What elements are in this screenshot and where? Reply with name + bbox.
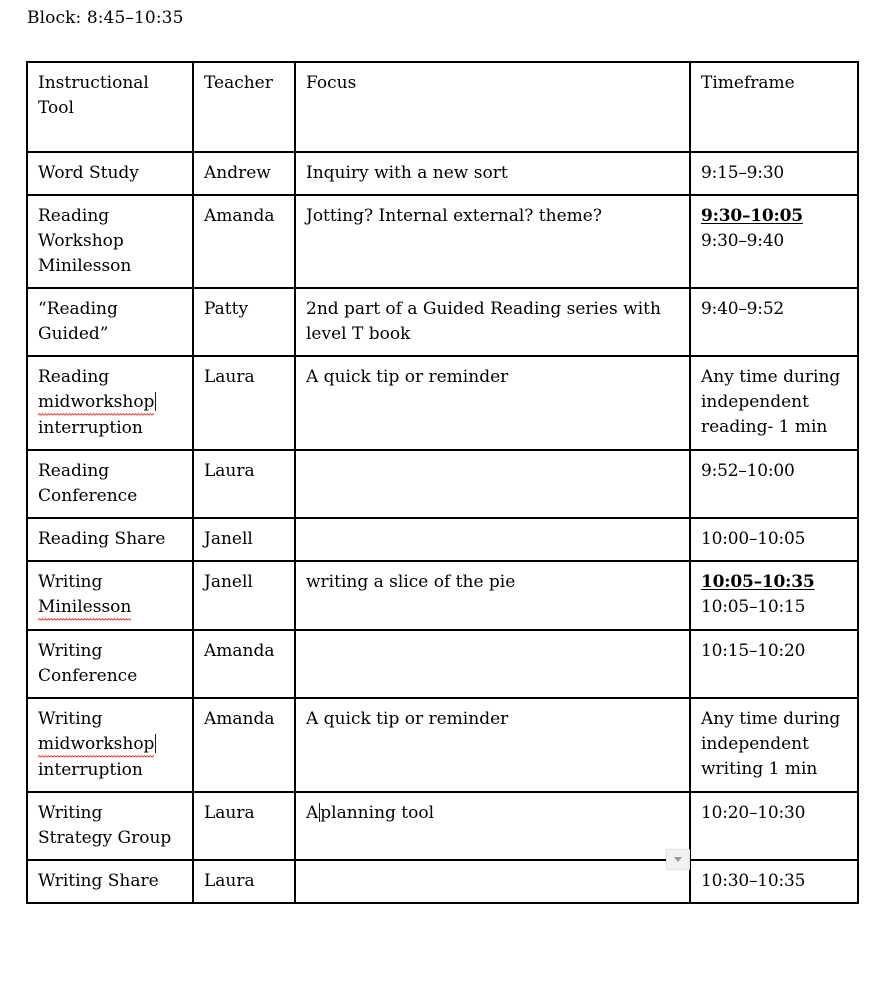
focus-label: 2nd part of a Guided Reading series with level T book bbox=[306, 299, 661, 344]
teacher-label: Patty bbox=[204, 299, 249, 319]
cell-teacher[interactable] bbox=[193, 288, 295, 356]
timeframe-value: Any time during independent reading- 1 min bbox=[701, 367, 841, 437]
cell-timeframe[interactable] bbox=[690, 152, 858, 195]
cell-timeframe[interactable] bbox=[690, 860, 858, 903]
table-row bbox=[27, 561, 858, 630]
table-row bbox=[27, 698, 858, 792]
tool-line: Writing bbox=[38, 572, 103, 592]
cell-timeframe[interactable] bbox=[690, 356, 858, 450]
spellcheck-underline: midworkshop bbox=[38, 732, 154, 758]
teacher-label: Amanda bbox=[204, 641, 275, 661]
table-row bbox=[27, 630, 858, 698]
teacher-label: Laura bbox=[204, 803, 255, 823]
teacher-label: Amanda bbox=[204, 206, 275, 226]
cell-focus[interactable] bbox=[295, 450, 690, 518]
tool-line: Minilesson bbox=[38, 256, 132, 276]
cell-instructional-tool[interactable] bbox=[27, 860, 193, 903]
tool-line: Reading bbox=[38, 461, 110, 481]
chevron-down-icon bbox=[674, 857, 682, 862]
cell-instructional-tool[interactable] bbox=[27, 356, 193, 450]
table-row bbox=[27, 792, 858, 860]
cell-timeframe[interactable] bbox=[690, 195, 858, 288]
teacher-label: Janell bbox=[204, 572, 253, 592]
tool-line: Conference bbox=[38, 666, 138, 686]
focus-label: A quick tip or reminder bbox=[306, 709, 509, 729]
tool-label: Word Study bbox=[38, 163, 139, 183]
teacher-label: Laura bbox=[204, 461, 255, 481]
cell-teacher[interactable] bbox=[193, 450, 295, 518]
tool-line: Conference bbox=[38, 486, 138, 506]
cell-focus[interactable] bbox=[295, 792, 690, 860]
focus-label: A quick tip or reminder bbox=[306, 367, 509, 387]
cell-focus[interactable] bbox=[295, 152, 690, 195]
tool-line: Writing bbox=[38, 803, 103, 823]
focus-label: Inquiry with a new sort bbox=[306, 163, 508, 183]
cell-instructional-tool[interactable] bbox=[27, 792, 193, 860]
tool-label: Reading Share bbox=[38, 529, 166, 549]
tool-line: Writing bbox=[38, 641, 103, 661]
tool-line: Reading bbox=[38, 367, 110, 387]
timeframe-value: 10:00–10:05 bbox=[701, 529, 806, 549]
cell-timeframe[interactable] bbox=[690, 630, 858, 698]
cell-teacher[interactable] bbox=[193, 698, 295, 792]
cell-instructional-tool[interactable] bbox=[27, 698, 193, 792]
cell-focus[interactable] bbox=[295, 860, 690, 903]
tool-line: interruption bbox=[38, 760, 143, 780]
cell-instructional-tool[interactable] bbox=[27, 518, 193, 561]
tool-line-misspelled bbox=[38, 595, 183, 621]
teacher-label: Laura bbox=[204, 871, 255, 891]
cell-teacher[interactable] bbox=[193, 561, 295, 630]
teacher-label: Amanda bbox=[204, 709, 275, 729]
timeframe-value: 10:30–10:35 bbox=[701, 871, 806, 891]
timeframe-value: Any time during independent writing 1 min bbox=[701, 709, 841, 779]
cell-teacher[interactable] bbox=[193, 792, 295, 860]
timeframe-value: 9:15–9:30 bbox=[701, 163, 785, 183]
cell-timeframe[interactable] bbox=[690, 792, 858, 860]
column-header-focus: Focus bbox=[295, 62, 690, 152]
cell-teacher[interactable] bbox=[193, 356, 295, 450]
table-header-row bbox=[27, 62, 858, 152]
timeframe-value: 10:15–10:20 bbox=[701, 641, 806, 661]
teacher-label: Andrew bbox=[204, 163, 271, 183]
cell-timeframe[interactable] bbox=[690, 561, 858, 630]
cell-instructional-tool[interactable] bbox=[27, 152, 193, 195]
cell-focus[interactable] bbox=[295, 195, 690, 288]
cell-teacher[interactable] bbox=[193, 195, 295, 288]
timeframe-value: 9:40–9:52 bbox=[701, 299, 785, 319]
focus-label-before-cursor: A bbox=[306, 803, 319, 823]
schedule-table bbox=[26, 61, 859, 904]
tool-line: Strategy Group bbox=[38, 828, 172, 848]
cell-focus[interactable] bbox=[295, 518, 690, 561]
cell-instructional-tool[interactable] bbox=[27, 195, 193, 288]
focus-label: writing a slice of the pie bbox=[306, 572, 516, 592]
text-cursor bbox=[155, 392, 156, 411]
cell-instructional-tool[interactable] bbox=[27, 450, 193, 518]
column-header-instructional-tool: Instructional Tool bbox=[27, 62, 193, 152]
cell-focus[interactable] bbox=[295, 561, 690, 630]
cell-teacher[interactable] bbox=[193, 518, 295, 561]
cell-instructional-tool[interactable] bbox=[27, 561, 193, 630]
cell-timeframe[interactable] bbox=[690, 450, 858, 518]
teacher-label: Laura bbox=[204, 367, 255, 387]
column-header-teacher: Teacher bbox=[193, 62, 295, 152]
tool-line-misspelled bbox=[38, 732, 183, 758]
tool-line-misspelled bbox=[38, 390, 183, 416]
text-cursor bbox=[155, 734, 156, 753]
cell-timeframe[interactable] bbox=[690, 698, 858, 792]
focus-label: Jotting? Internal external? theme? bbox=[306, 206, 602, 226]
tool-line: “Reading bbox=[38, 299, 118, 319]
timeframe-value: 10:05–10:15 bbox=[701, 597, 806, 617]
cell-focus[interactable] bbox=[295, 288, 690, 356]
cell-focus[interactable] bbox=[295, 630, 690, 698]
cell-timeframe[interactable] bbox=[690, 288, 858, 356]
column-header-timeframe: Timeframe bbox=[690, 62, 858, 152]
cell-teacher[interactable] bbox=[193, 630, 295, 698]
spellcheck-underline: midworkshop bbox=[38, 390, 154, 416]
table-row bbox=[27, 195, 858, 288]
cell-timeframe[interactable] bbox=[690, 518, 858, 561]
timeframe-value: 9:30–9:40 bbox=[701, 231, 785, 251]
block-heading: Block: 8:45–10:35 bbox=[27, 8, 184, 28]
focus-label-after-cursor: planning tool bbox=[320, 803, 435, 823]
timeframe-value: 10:20–10:30 bbox=[701, 803, 806, 823]
timeframe-block-value: 10:05–10:35 bbox=[701, 572, 815, 592]
cell-focus[interactable] bbox=[295, 356, 690, 450]
tool-line: Guided” bbox=[38, 324, 109, 344]
table-row bbox=[27, 356, 858, 450]
tool-line: Writing bbox=[38, 709, 103, 729]
table-row bbox=[27, 518, 858, 561]
timeframe-value: 9:52–10:00 bbox=[701, 461, 795, 481]
teacher-label: Janell bbox=[204, 529, 253, 549]
table-row bbox=[27, 860, 858, 903]
cell-instructional-tool[interactable] bbox=[27, 630, 193, 698]
spellcheck-underline: Minilesson bbox=[38, 595, 131, 621]
cell-teacher[interactable] bbox=[193, 152, 295, 195]
tool-line: Workshop bbox=[38, 231, 124, 251]
cell-teacher[interactable] bbox=[193, 860, 295, 903]
table-dropdown-button[interactable] bbox=[666, 849, 690, 870]
table-row bbox=[27, 450, 858, 518]
tool-line: interruption bbox=[38, 418, 143, 438]
table-row bbox=[27, 152, 858, 195]
cell-focus[interactable] bbox=[295, 698, 690, 792]
cell-instructional-tool[interactable] bbox=[27, 288, 193, 356]
timeframe-block-value: 9:30–10:05 bbox=[701, 206, 803, 226]
tool-line: Reading bbox=[38, 206, 110, 226]
table-row bbox=[27, 288, 858, 356]
tool-label: Writing Share bbox=[38, 871, 159, 891]
